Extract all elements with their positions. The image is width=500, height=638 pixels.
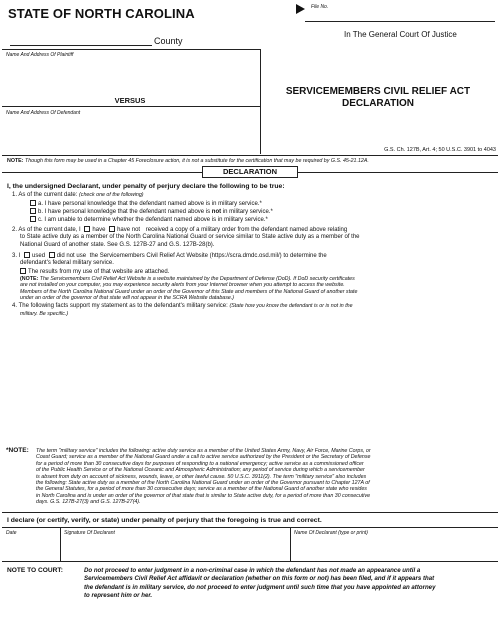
note-label: NOTE: xyxy=(7,158,24,164)
file-no-flag-icon xyxy=(296,4,305,14)
footnote-line1: The term "military service" includes the following: active duty service as a member of the United States Army, Navy, Air Force, Marine Corps, or xyxy=(36,448,371,454)
statute-ref: G.S. Ch. 127B, Art. 4; 50 U.S.C. 3901 to 4043 xyxy=(384,147,496,153)
option-b-text-pre: b. I have personal knowledge that the defendant named above is xyxy=(38,209,212,215)
court-note-line3: the defendant is in military service, do not proceed to enter judgment until such time that you have appointed an attorney xyxy=(84,583,436,591)
item-1-text: 1. As of the current date: xyxy=(12,192,78,198)
item-1-hint: (check one of the following) xyxy=(79,192,144,198)
option-a-checkbox[interactable] xyxy=(30,200,36,206)
option-b-checkbox[interactable] xyxy=(30,208,36,214)
defendant-label: Name And Address Of Defendant xyxy=(6,110,81,116)
plaintiff-label: Name And Address Of Plaintiff xyxy=(6,52,74,58)
footnote-line9: days. G.S. 127B-27(3) and G.S. 127B-27(4). xyxy=(36,499,141,506)
used-label: used xyxy=(32,253,46,259)
court-name: In The General Court Of Justice xyxy=(344,30,457,39)
results-attached-text: The results from my use of that website are attached. xyxy=(28,269,170,275)
file-no-label: File No. xyxy=(311,4,329,10)
footnote-line4: of the Public Health Service or of the National Oceanic and Atmospheric Administration; any period of service during which a servicemember xyxy=(36,467,365,474)
scra-note-line1: The Servicemembers Civil Relief Act Website is a website maintained by the Department of Defense (DoD). If DoD security certificates xyxy=(39,276,355,282)
item-2-line3: National Guard of another state. See G.S. 127B-27 and G.S. 127B-28(b). xyxy=(20,242,215,248)
option-b-not: not xyxy=(211,209,222,215)
item-4-hint-2: military. Be specific.) xyxy=(20,311,69,317)
scra-note-line3: Members of the North Carolina National Guard under an order of the Governor of this State and members of the National Guard of another state xyxy=(20,288,358,295)
item-3-text-b: the Servicemembers Civil Relief Act Website (https://scra.dmdc.osd.mil/) to determine the xyxy=(89,253,327,259)
footnote-line6: the following: State active duty as a member of the North Carolina National Guard under an order of the Governor pursuant to Chapter 127A of xyxy=(36,480,370,487)
facts-field[interactable] xyxy=(20,320,494,440)
item-2-text-b: received a copy of a military order from the defendant named above relating xyxy=(145,227,348,233)
option-b-text-post: in military service.* xyxy=(221,209,273,215)
foreclosure-note xyxy=(7,158,497,164)
court-note-line2: Servicemembers Civil Relief Act affidavit or declaration (whether on this form or not) has been filed, and if it appears that xyxy=(84,575,435,583)
declarant-name-field[interactable] xyxy=(292,537,496,559)
item-4-text: 4. The following facts support my statement as to the defendant's military service: xyxy=(12,303,228,309)
form-title-line1: SERVICEMEMBERS CIVIL RELIEF ACT xyxy=(285,86,471,97)
note-text: Though this form may be used in a Chapter 45 Foreclosure action, it is not a substitute for the certification that may be required by G.S. 45-21.12A. xyxy=(24,158,369,164)
county-label: County xyxy=(154,36,183,46)
scra-note-line2: are not installed on your computer, you may experience security alerts from your Internet browser when you attempt to access the website. xyxy=(20,282,345,289)
option-c-text: c. I am unable to determine whether the defendant named above is in military service.* xyxy=(38,217,268,223)
footnote-line7: the General Statutes, for a period of more than 30 consecutive days; service as a member of the National Guard of another state who resides xyxy=(36,486,367,493)
item-3-text-a: 3. I xyxy=(12,253,21,259)
footnote-line5: is absent from duty on account of sickness, wounds, leave, or other lawful cause. 50 U.S.C. 3911(2). The term "military service" also includes xyxy=(36,473,367,480)
court-note-label: NOTE TO COURT: xyxy=(7,567,63,574)
date-label: Date xyxy=(6,530,17,536)
have-checkbox[interactable] xyxy=(84,226,90,232)
item-4-hint-1: (State how you know the defendant is or is not in the xyxy=(229,303,353,309)
form-title-line2: DECLARATION xyxy=(341,98,415,109)
declarant-name-label: Name Of Declarant (type or print) xyxy=(294,530,368,536)
results-attached-checkbox[interactable] xyxy=(20,268,26,274)
county-field[interactable] xyxy=(10,45,152,46)
signature-field[interactable] xyxy=(62,537,288,559)
did-not-use-checkbox[interactable] xyxy=(49,252,55,258)
date-field[interactable] xyxy=(4,537,58,559)
declaration-heading: DECLARATION xyxy=(202,166,298,178)
declaration-intro: I, the undersigned Declarant, under penalty of perjury declare the following to be true: xyxy=(7,183,285,190)
form-title xyxy=(262,86,494,110)
have-not-checkbox[interactable] xyxy=(109,226,115,232)
option-c-checkbox[interactable] xyxy=(30,216,36,222)
option-a-text: a. I have personal knowledge that the defendant named above is in military service.* xyxy=(38,201,262,207)
did-not-use-label: did not use xyxy=(56,253,87,259)
versus-label: VERSUS xyxy=(114,96,146,105)
signature-label: Signature Of Declarant xyxy=(64,530,115,536)
certify-statement: I declare (or certify, verify, or state) under penalty of perjury that the foregoing is true and correct. xyxy=(7,517,322,524)
item-3-line2: defendant's federal military service. xyxy=(20,260,114,266)
footnote-line8: in North Carolina and is under an order of the governor of that state that is similar to State active duty, for a period of more than 30 consecutive xyxy=(36,492,371,499)
scra-note-line4: under an order of the governor of that state will not appear in the SCRA Website database.) xyxy=(20,295,235,302)
item-1 xyxy=(12,192,144,200)
footnote-line2: Coast Guard; service as a member of the National Guard under a call to active service authorized by the President or the Secretary of Defense xyxy=(36,454,371,461)
scra-note-label: (NOTE: xyxy=(20,276,39,282)
item-2-text-a: 2. As of the current date, I xyxy=(12,227,81,233)
court-note-text xyxy=(84,567,435,601)
footnote-label: *NOTE: xyxy=(6,447,29,454)
item-4 xyxy=(12,303,353,311)
option-c xyxy=(30,216,268,225)
used-checkbox[interactable] xyxy=(24,252,30,258)
item-2-line2: to State active duty as a member of the North Carolina National Guard or service similar to State active duty as a member of the xyxy=(20,234,360,240)
footnote-line3: for a period of more than 30 consecutive days for purposes of responding to a national emergency; active service as a commissioned officer xyxy=(36,460,364,467)
court-note-line4: to represent him or her. xyxy=(84,592,153,600)
have-label: have xyxy=(92,227,106,233)
file-no-field[interactable] xyxy=(305,21,495,22)
state-title: STATE OF NORTH CAROLINA xyxy=(8,6,195,21)
have-not-label: have not xyxy=(117,227,141,233)
court-note-line1: Do not proceed to enter judgment in a non-criminal case in which the defendant has not made an appearance until a xyxy=(84,567,421,574)
scra-note xyxy=(20,276,357,302)
